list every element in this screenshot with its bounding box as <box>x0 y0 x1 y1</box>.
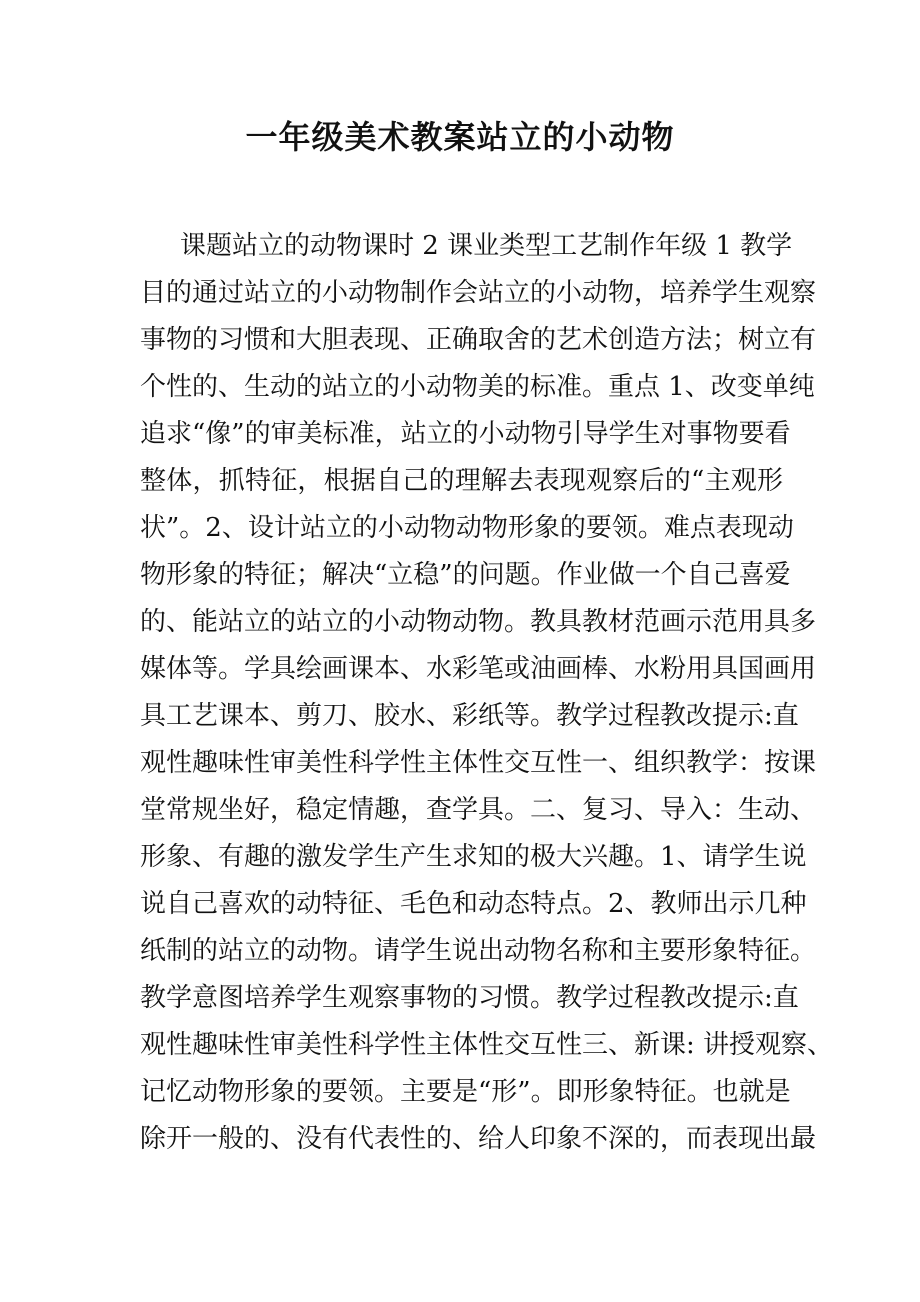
paragraph-line: 记忆动物形象的要领。主要是“形”。即形象特征。也就是 <box>140 1077 791 1107</box>
paragraph-line: 说自己喜欢的动特征、毛色和动态特点。2、教师出示几种 <box>140 889 807 919</box>
paragraph-line: 整体，抓特征，根据自己的理解去表现观察后的“主观形 <box>140 466 783 496</box>
paragraph-line: 课题站立的动物课时 2 课业类型工艺制作年级 1 教学 <box>180 231 793 261</box>
document-body <box>140 226 834 1166</box>
paragraph-line: 观性趣味性审美性科学性主体性交互性一、组织教学：按课 <box>140 748 817 778</box>
paragraph-line: 状”。2、设计站立的小动物动物形象的要领。难点表现动 <box>140 513 794 543</box>
document-title: 一年级美术教案站立的小动物 <box>245 118 675 156</box>
paragraph-line: 除开一般的、没有代表性的、给人印象不深的，而表现出最 <box>140 1124 817 1154</box>
paragraph-line: 教学意图培养学生观察事物的习惯。教学过程教改提示:直 <box>140 983 799 1013</box>
paragraph-line: 纸制的站立的动物。请学生说出动物名称和主要形象特征。 <box>140 936 817 966</box>
paragraph-line: 的、能站立的站立的小动物动物。教具教材范画示范用具多 <box>140 607 817 637</box>
paragraph-line: 形象、有趣的激发学生产生求知的极大兴趣。1、请学生说 <box>140 842 807 872</box>
paragraph-line: 具工艺课本、剪刀、胶水、彩纸等。教学过程教改提示:直 <box>140 701 799 731</box>
paragraph-line: 媒体等。学具绘画课本、水彩笔或油画棒、水粉用具国画用 <box>140 654 817 684</box>
paragraph-line: 个性的、生动的站立的小动物美的标准。重点 1、改变单纯 <box>140 372 815 402</box>
paragraph-line: 事物的习惯和大胆表现、正确取舍的艺术创造方法；树立有 <box>140 325 817 355</box>
paragraph-line: 观性趣味性审美性科学性主体性交互性三、新课: 讲授观察、 <box>140 1030 834 1060</box>
paragraph-line: 物形象的特征；解决“立稳”的问题。作业做一个自己喜爱 <box>140 560 791 590</box>
paragraph-line: 追求“像”的审美标准，站立的小动物引导学生对事物要看 <box>140 419 791 449</box>
paragraph-line: 堂常规坐好，稳定情趣，查学具。二、复习、导入：生动、 <box>140 795 817 825</box>
paragraph-line: 目的通过站立的小动物制作会站立的小动物，培养学生观察 <box>140 278 817 308</box>
